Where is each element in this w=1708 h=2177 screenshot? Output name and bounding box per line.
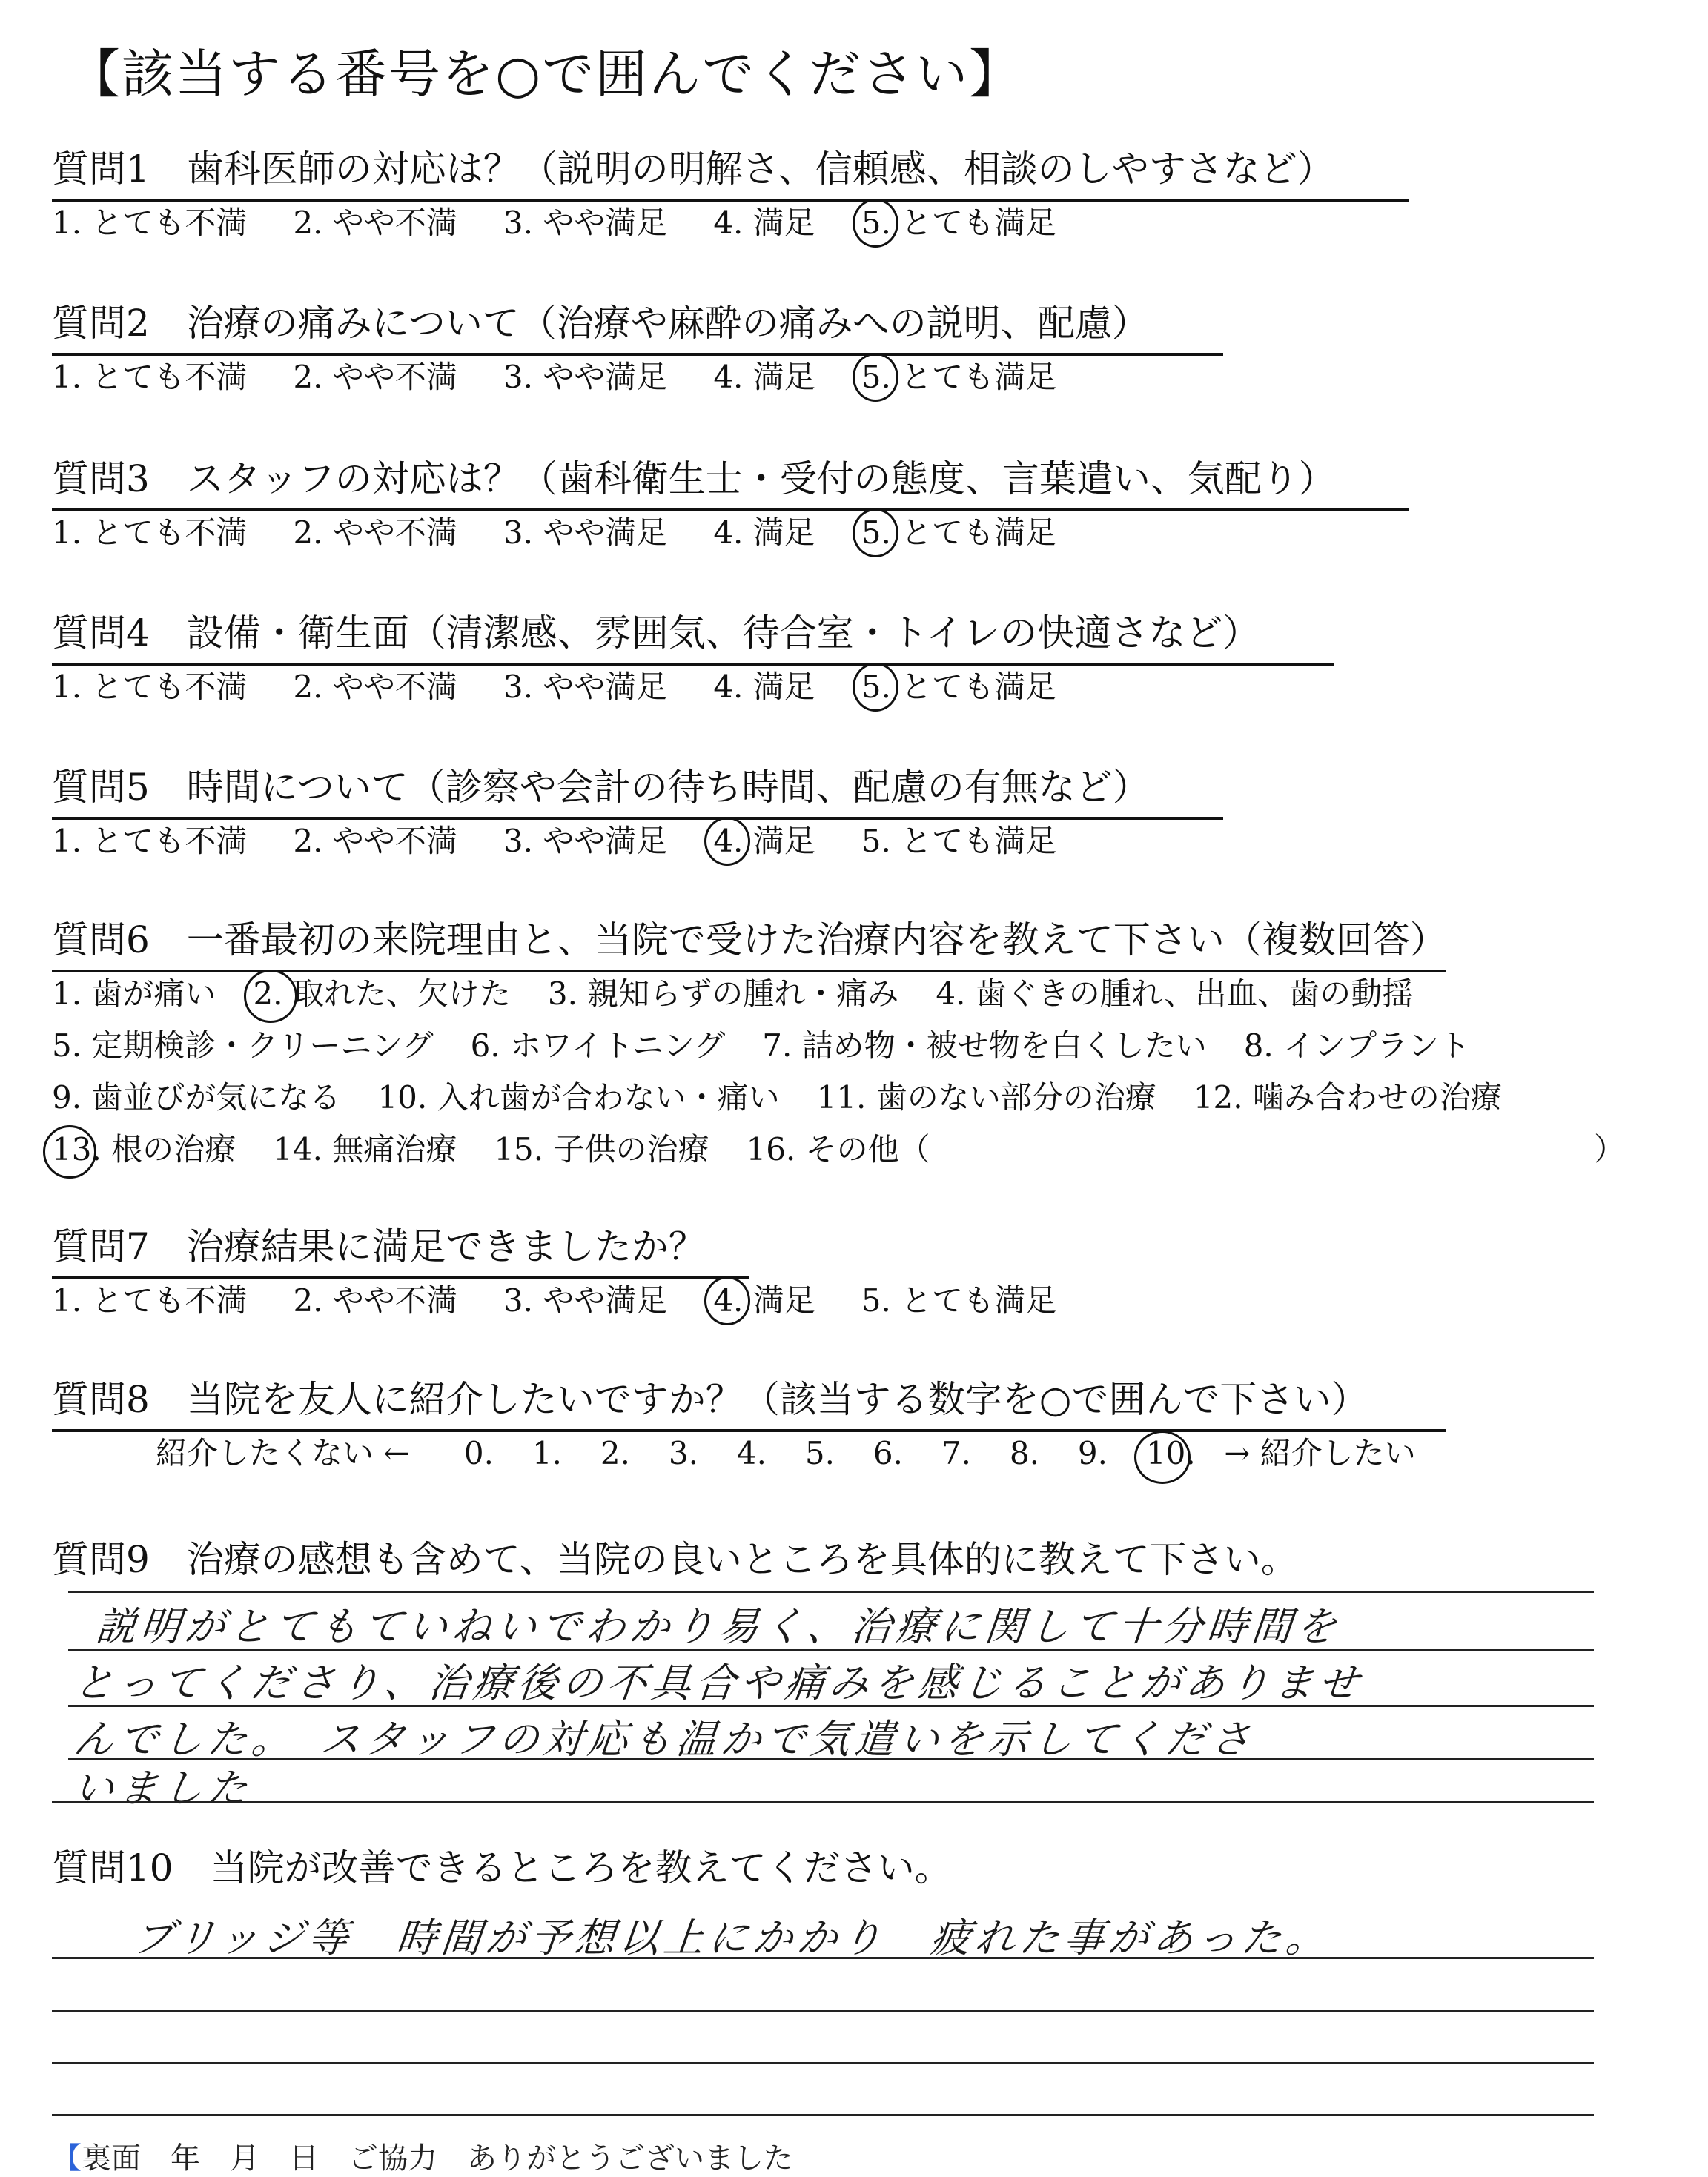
q1-option — [503, 199, 667, 243]
q4-option — [713, 663, 815, 707]
q6-category-number: 5. — [52, 1027, 82, 1064]
q6-row2 — [52, 1021, 1507, 1066]
q6-category-number: 9. — [52, 1079, 82, 1116]
q6-category-number: 4. — [936, 975, 966, 1012]
q5-option — [503, 817, 667, 861]
q1-option — [293, 199, 457, 243]
q2-option-number: 1. — [52, 359, 82, 395]
q2-selected-circle — [853, 353, 898, 402]
q4-option-number: 2. — [293, 669, 323, 705]
q6-category — [52, 1073, 340, 1118]
q1-option-label: とても満足 — [890, 205, 1057, 241]
q10-answer-rule — [52, 1957, 1594, 1959]
footer-mark: 【 — [52, 2141, 82, 2176]
q1-option — [713, 199, 815, 243]
q8-scale-number: 2. — [600, 1435, 630, 1471]
q9-answer-rule — [68, 1705, 1594, 1707]
q2-option — [713, 353, 815, 397]
q1-option-label: とても不満 — [82, 205, 248, 241]
q4-option-number: 3. — [503, 669, 533, 705]
q5-option-number: 2. — [293, 823, 323, 859]
q8-scale-number: 9. — [1077, 1435, 1108, 1471]
q6-row1 — [52, 970, 1450, 1014]
q3-option-label: 満足 — [743, 514, 815, 551]
q5-options — [52, 817, 1102, 861]
q1-option — [861, 199, 1056, 243]
q6-category-number: 16. — [746, 1131, 796, 1167]
q6-category-label: 詰め物・被せ物を白くしたい — [792, 1027, 1207, 1064]
q4-option — [52, 663, 247, 707]
q1-option-number: 5. — [861, 205, 891, 241]
q1-option-label: やや満足 — [532, 205, 668, 241]
q6-category-label: 定期検診・クリーニング — [82, 1027, 434, 1064]
q3-option — [503, 508, 667, 553]
q1-option — [52, 199, 247, 243]
q10-answer-rule — [52, 2062, 1594, 2064]
q7-option-number: 4. — [713, 1282, 743, 1319]
q1-option-number: 1. — [52, 205, 82, 241]
q4-options — [52, 663, 1102, 707]
q6-title: 質問6 一番最初の来院理由と、当院で受けた治療内容を教えて下さい（複数回答） — [52, 910, 1446, 972]
q8-scale-number: 5. — [804, 1435, 835, 1471]
q7-option-label: やや満足 — [532, 1282, 668, 1319]
q8-scale-number: 10. — [1146, 1435, 1214, 1471]
q5-option-label: とても満足 — [890, 823, 1057, 859]
q9-answer-rule — [52, 1801, 1594, 1803]
q9-answer-line-4: いました — [71, 1765, 254, 1812]
q6-category-number: 13. — [52, 1131, 102, 1167]
q6-category — [548, 970, 898, 1014]
q7-option-label: やや不満 — [322, 1282, 457, 1319]
q7-option-number: 5. — [861, 1282, 891, 1319]
q6-category — [52, 1021, 434, 1066]
q4-option-label: やや満足 — [532, 669, 668, 705]
q2-option-number: 3. — [503, 359, 533, 395]
q7-option-label: とても満足 — [890, 1282, 1057, 1319]
q7-title: 質問7 治療結果に満足できましたか？ — [52, 1217, 749, 1279]
q3-option-number: 2. — [293, 514, 323, 551]
q1-option-number: 3. — [503, 205, 533, 241]
q6-category — [52, 970, 216, 1014]
q6-category-label: インプラント — [1273, 1027, 1471, 1064]
q5-option-label: やや満足 — [532, 823, 668, 859]
q4-option-label: とても満足 — [890, 669, 1057, 705]
footer-note: 裏面 年 月 日 ご協力 ありがとうございました — [82, 2141, 793, 2176]
q6-category-label: 歯が痛い — [82, 975, 216, 1012]
q3-option-number: 3. — [503, 514, 533, 551]
q3-option-label: やや不満 — [322, 514, 457, 551]
q6-row4 — [52, 1125, 967, 1170]
q4-option-number: 5. — [861, 669, 891, 705]
q4-option-label: やや不満 — [322, 669, 457, 705]
q7-option — [861, 1276, 1056, 1321]
q7-option — [503, 1276, 667, 1321]
q9-answer-box-top — [68, 1591, 1594, 1593]
q2-option-label: 満足 — [743, 359, 815, 395]
q9-answer-rule — [68, 1758, 1594, 1760]
q6-category-label: ホワイトニング — [500, 1027, 726, 1064]
q3-title: 質問3 スタッフの対応は？（歯科衛生士・受付の態度、言葉遣い、気配り） — [52, 449, 1409, 511]
q9-title: 質問9 治療の感想も含めて、当院の良いところを具体的に教えて下さい。 — [52, 1538, 1298, 1581]
q7-option-label: とても不満 — [82, 1282, 248, 1319]
q6-category-number: 2. — [253, 975, 283, 1012]
q6-category-number: 8. — [1243, 1027, 1274, 1064]
q3-option — [52, 508, 247, 553]
q2-option — [293, 353, 457, 397]
q7-option — [293, 1276, 457, 1321]
q1-option-number: 4. — [713, 205, 744, 241]
q5-option — [861, 817, 1056, 861]
q3-option — [713, 508, 815, 553]
q8-scale-number: 3. — [668, 1435, 698, 1471]
q8-scale-number: 4. — [736, 1435, 767, 1471]
q6-category-label: 入れ歯が合わない・痛い — [427, 1079, 780, 1116]
q6-category — [1244, 1021, 1470, 1066]
q1-title: 質問1 歯科医師の対応は？（説明の明解さ、信頼感、相談のしやすさなど） — [52, 139, 1409, 202]
q3-option-number: 5. — [861, 514, 891, 551]
q5-option-label: やや不満 — [322, 823, 457, 859]
q8-title: 質問8 当院を友人に紹介したいですか？（該当する数字を○で囲んで下さい） — [52, 1370, 1446, 1432]
q10-answer-line-1: ブリッジ等 時間が予想以上にかかり 疲れた事があった。 — [130, 1915, 1334, 1961]
q3-option — [861, 508, 1056, 553]
footer-text — [52, 2135, 793, 2177]
q2-option — [52, 353, 247, 397]
q5-option — [52, 817, 247, 861]
q6-category — [273, 1125, 457, 1170]
q8-scale-number: 8. — [1009, 1435, 1039, 1471]
q1-selected-circle — [853, 199, 898, 248]
q9-answer-rule — [68, 1649, 1594, 1651]
q10-title: 質問10 当院が改善できるところを教えてください。 — [52, 1846, 952, 1889]
q9-answer-line-2: とってくださり、治療後の不具合や痛みを感じることがありませ — [71, 1660, 1366, 1706]
q6-category-number: 6. — [470, 1027, 500, 1064]
q5-option-number: 1. — [52, 823, 82, 859]
q2-option — [861, 353, 1056, 397]
q5-option-number: 4. — [713, 823, 743, 859]
q6-category-label: 根の治療 — [101, 1131, 236, 1167]
q4-option-number: 4. — [713, 669, 744, 705]
q6-category-label: 親知らずの腫れ・痛み — [577, 975, 899, 1012]
q4-option-number: 1. — [52, 669, 82, 705]
q8-scale-number: 1. — [532, 1435, 562, 1471]
q5-option-number: 3. — [503, 823, 533, 859]
q10-answer-rule — [52, 2114, 1594, 2116]
q2-option — [503, 353, 667, 397]
q6-category — [471, 1021, 726, 1066]
q7-option-number: 2. — [293, 1282, 323, 1319]
q6-category — [253, 970, 510, 1014]
q9-answer-line-1: 説明がとてもていねいでわかり易く、治療に関して十分時間を — [93, 1603, 1343, 1650]
q6-category-label: 歯並びが気になる — [82, 1079, 341, 1116]
q7-selected-circle — [704, 1276, 750, 1325]
q4-selected-circle — [853, 663, 898, 712]
q6-category-number: 7. — [762, 1027, 792, 1064]
q4-option-label: 満足 — [743, 669, 815, 705]
q6-category-label: 歯ぐきの腫れ、出血、歯の動揺 — [965, 975, 1414, 1012]
q6-category-number: 14. — [273, 1131, 322, 1167]
q6-category-label: 取れた、欠けた — [282, 975, 511, 1012]
q8-left-label: 紹介したくない ← — [156, 1435, 410, 1471]
q4-title: 質問4 設備・衛生面（清潔感、雰囲気、待合室・トイレの快適さなど） — [52, 603, 1334, 666]
q5-title: 質問5 時間について（診察や会計の待ち時間、配慮の有無など） — [52, 758, 1223, 820]
q6-category — [377, 1073, 779, 1118]
q3-options — [52, 508, 1102, 553]
q6-category-number: 1. — [52, 975, 82, 1012]
q2-option-number: 4. — [713, 359, 744, 395]
q5-option-label: 満足 — [743, 823, 815, 859]
q6-category-number: 10. — [377, 1079, 428, 1116]
q7-options — [52, 1276, 1102, 1321]
q6-category-label: その他（ — [795, 1131, 930, 1167]
q6-category — [1194, 1073, 1502, 1118]
q10-answer-rule — [52, 2010, 1594, 2012]
q5-option-number: 5. — [861, 823, 891, 859]
q8-scale-numbers — [464, 1435, 1214, 1471]
q6-category — [52, 1125, 236, 1170]
q2-title: 質問2 治療の痛みについて（治療や麻酔の痛みへの説明、配慮） — [52, 294, 1223, 356]
q5-option-label: とても不満 — [82, 823, 248, 859]
q9-answer-line-3: んでした。 スタッフの対応も温かで気遣いを示してくださ — [71, 1716, 1257, 1763]
q6-category-label: 無痛治療 — [322, 1131, 457, 1167]
q2-option-label: とても満足 — [890, 359, 1057, 395]
q6-category-number: 12. — [1193, 1079, 1243, 1116]
q7-option — [52, 1276, 247, 1321]
q8-scale-number: 6. — [873, 1435, 903, 1471]
q6-category — [494, 1125, 709, 1170]
q2-options — [52, 353, 1102, 397]
q8-scale — [156, 1429, 1416, 1474]
q6-category-label: 歯のない部分の治療 — [866, 1079, 1156, 1116]
q6-row3 — [52, 1073, 1539, 1118]
q1-option-label: 満足 — [743, 205, 815, 241]
q1-options — [52, 199, 1102, 243]
q1-option-number: 2. — [293, 205, 323, 241]
q5-option — [713, 817, 815, 861]
q6-category-number: 3. — [547, 975, 577, 1012]
q6-category — [746, 1125, 930, 1170]
q3-option-label: やや満足 — [532, 514, 668, 551]
form-header: 【該当する番号を○で囲んでください】 — [68, 44, 1023, 105]
q8-right-label: → 紹介したい — [1224, 1435, 1416, 1471]
q2-option-label: やや不満 — [322, 359, 457, 395]
q4-option-label: とても不満 — [82, 669, 248, 705]
q3-option — [293, 508, 457, 553]
q1-option-label: やや不満 — [322, 205, 457, 241]
q6-category-number: 11. — [816, 1079, 867, 1116]
q5-option — [293, 817, 457, 861]
q5-selected-circle — [704, 817, 750, 866]
q6-category — [936, 970, 1413, 1014]
q7-option-number: 1. — [52, 1282, 82, 1319]
q2-option-label: やや満足 — [532, 359, 668, 395]
q6-category-label: 噛み合わせの治療 — [1242, 1079, 1502, 1116]
q6-category — [762, 1021, 1206, 1066]
q3-option-label: とても満足 — [890, 514, 1057, 551]
q2-option-number: 2. — [293, 359, 323, 395]
q4-option — [861, 663, 1056, 707]
q3-option-number: 1. — [52, 514, 82, 551]
q2-option-number: 5. — [861, 359, 891, 395]
q6-other-close: ） — [1594, 1131, 1626, 1167]
q6-category-number: 15. — [494, 1131, 544, 1167]
q3-option-label: とても不満 — [82, 514, 248, 551]
q3-selected-circle — [853, 508, 898, 557]
q7-option — [713, 1276, 815, 1321]
q7-option-label: 満足 — [743, 1282, 815, 1319]
q8-scale-number: 0. — [463, 1435, 494, 1471]
q3-option-number: 4. — [713, 514, 744, 551]
q7-option-number: 3. — [503, 1282, 533, 1319]
q4-option — [503, 663, 667, 707]
q6-category — [817, 1073, 1156, 1118]
q4-option — [293, 663, 457, 707]
q8-scale-number: 7. — [941, 1435, 971, 1471]
q2-option-label: とても不満 — [82, 359, 248, 395]
q6-category-label: 子供の治療 — [543, 1131, 709, 1167]
